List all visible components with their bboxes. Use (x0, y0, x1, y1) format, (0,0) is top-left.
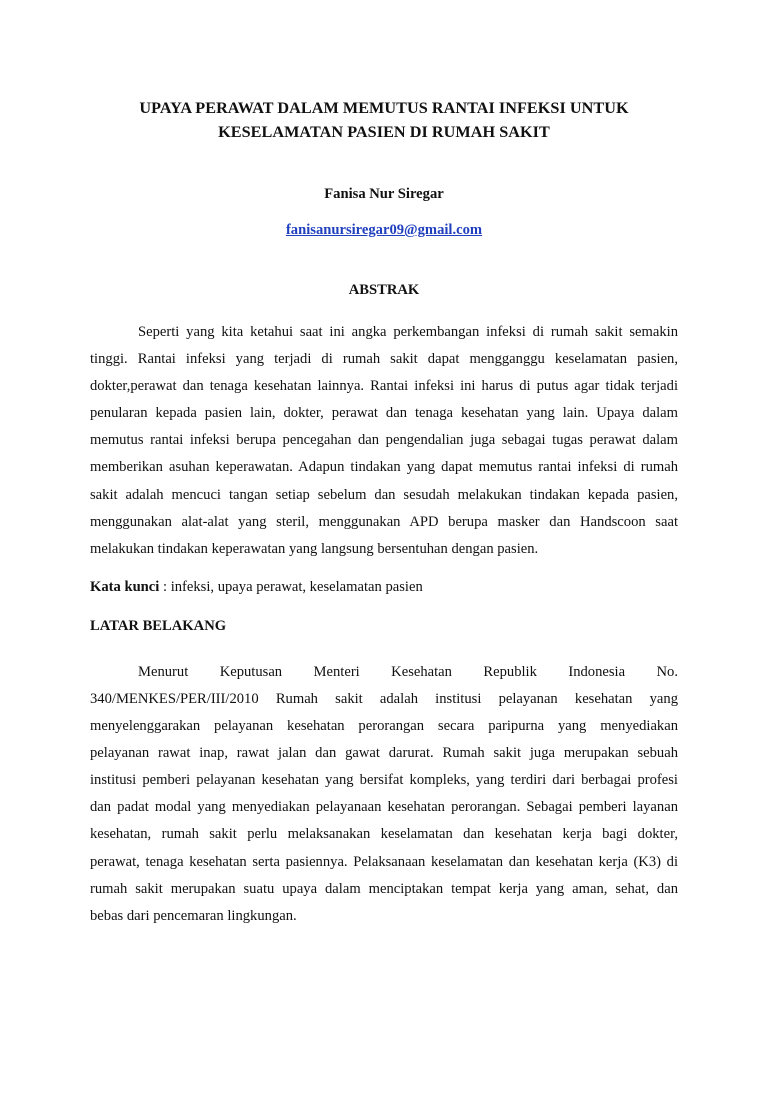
abstract-line: Seperti yang kita ketahui saat ini angka perkembangan infeksi di rumah sakit semakin (138, 324, 678, 340)
body-line: Menurut Keputusan Menteri Kesehatan Republik Indonesia No. (138, 663, 678, 680)
abstract-line: memberikan asuhan keperawatan. Adapun tindakan yang dapat memutus rantai infeksi di rumah (90, 459, 678, 476)
title-line-2: KESELAMATAN PASIEN DI RUMAH SAKIT (218, 123, 550, 141)
abstract-body (90, 319, 678, 563)
abstract-line: penularan kepada pasien lain, dokter, perawat dan tenaga kesehatan yang lain. Upaya dalam (90, 405, 678, 422)
body-line: 340/MENKES/PER/III/2010 Rumah sakit adalah institusi pelayanan kesehatan yang (90, 690, 678, 707)
body-line: bebas dari pencemaran lingkungan. (90, 907, 297, 924)
abstract-heading: ABSTRAK (348, 282, 420, 298)
abstract-line: melakukan tindakan keperawatan yang langsung bersentuhan dengan pasien. (90, 540, 539, 557)
author-name: Fanisa Nur Siregar (324, 186, 444, 202)
abstract-line: dokter,perawat dan tenaga kesehatan lainnya. Rantai infeksi ini harus di putus agar tidak terjadi (90, 378, 678, 395)
body-line: rumah sakit merupakan suatu upaya dalam menciptakan tempat kerja yang aman, sehat, dan (90, 880, 678, 897)
abstract-line: menggunakan alat-alat yang steril, menggunakan APD berupa masker dan Handscoon saat (90, 513, 678, 530)
author-email (90, 220, 678, 240)
keywords-label: Kata kunci (90, 578, 160, 595)
body-line: institusi pemberi pelayanan kesehatan yang bersifat kompleks, yang terdiri dari berbagai profesi (90, 772, 678, 789)
paper-title (90, 96, 678, 144)
abstract-line: tinggi. Rantai infeksi yang terjadi di rumah sakit dapat mengganggu keselamatan pasien, (90, 351, 678, 368)
section-heading: LATAR BELAKANG (90, 617, 227, 634)
abstract-line: sakit adalah mencuci tangan setiap sebelum dan sesudah melakukan tindakan kepada pasien, (90, 486, 678, 503)
keywords-text: : infeksi, upaya perawat, keselamatan pasien (159, 578, 423, 595)
keywords (90, 577, 678, 597)
body-line: menyelenggarakan pelayanan kesehatan perorangan secara paripurna yang menyediakan (90, 718, 678, 735)
title-line-1: UPAYA PERAWAT DALAM MEMUTUS RANTAI INFEKSI UNTUK (139, 99, 629, 117)
email-link[interactable]: fanisanursiregar09@gmail.com (285, 222, 483, 238)
body-line: perawat, tenaga kesehatan serta pasiennya. Pelaksanaan keselamatan dan kesehatan kerja (K3) di (90, 853, 678, 870)
document-page (0, 96, 768, 1120)
body-line: dan padat modal yang menyediakan pelayanaan kesehatan perorangan. Sebagai pemberi layanan (90, 799, 678, 816)
body-paragraph (90, 659, 678, 930)
body-line: kesehatan, rumah sakit perlu melaksanakan keselamatan dan kesehatan kerja bagi dokter, (90, 826, 678, 843)
abstract-line: memutus rantai infeksi berupa pencegahan dan pengendalian juga sebagai tugas perawat dalam (90, 432, 678, 449)
body-line: pelayanan rawat inap, rawat jalan dan gawat darurat. Rumah sakit juga merupakan sebuah (90, 745, 678, 762)
